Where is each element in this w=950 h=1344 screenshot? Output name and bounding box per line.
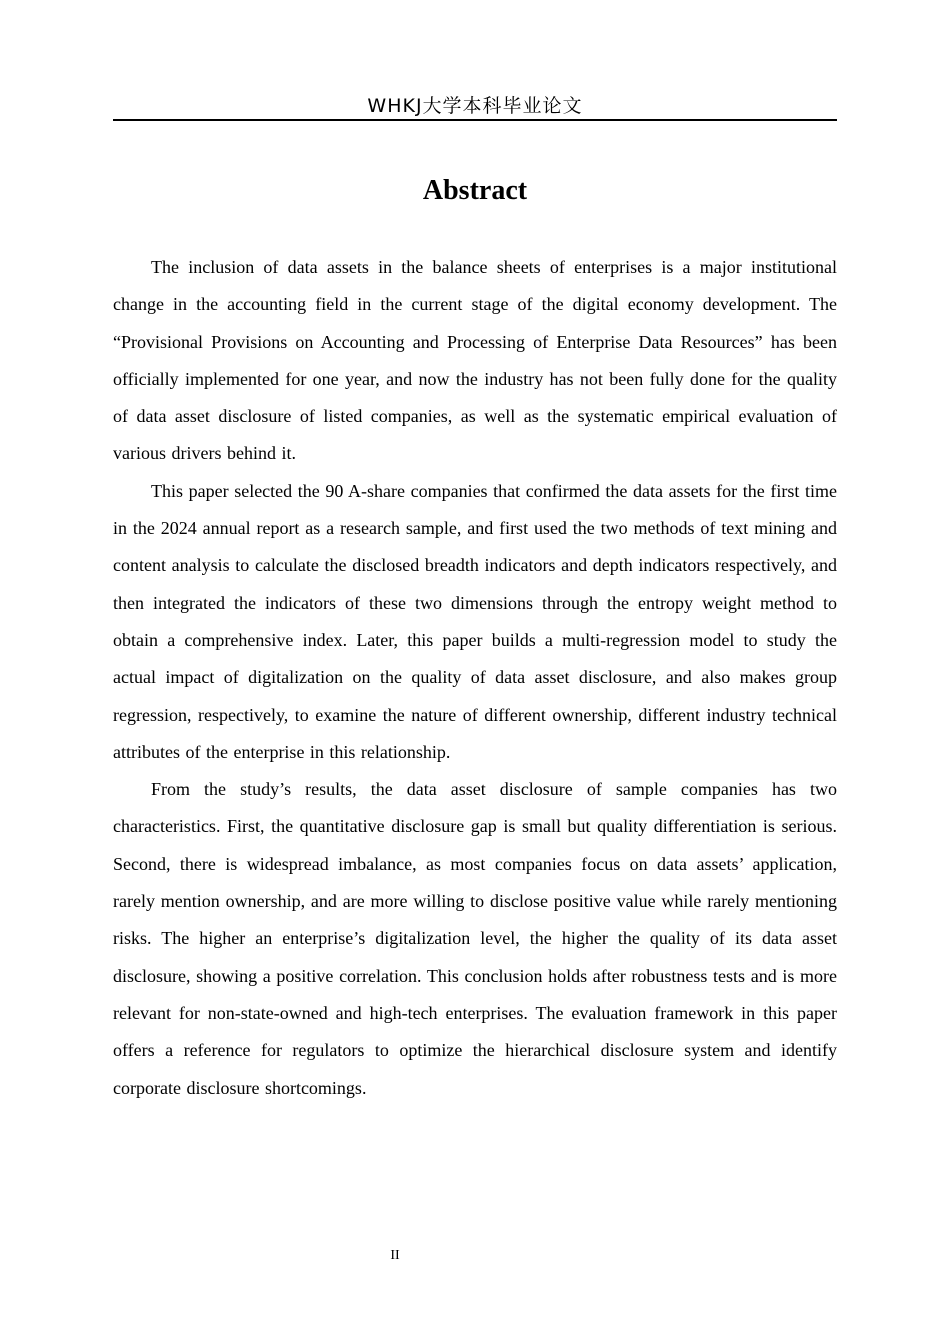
abstract-paragraph-1: The inclusion of data assets in the balance sheets of enterprises is a major institutional change in the accounting field in the current stage of the digital economy development. The “Provisional Provisions on Accounting and Processing of Enterprise Data Resources” has been officially implemented for one year, and now the industry has not been fully done for the quality of data asset disclosure of listed companies, as well as the systematic empirical evaluation of various drivers behind it. (113, 257, 837, 464)
page-number: II (390, 1248, 400, 1263)
abstract-paragraph-2: This paper selected the 90 A-share companies that confirmed the data assets for the first time in the 2024 annual report as a research sample, and first used the two methods of text mining and content analysis to calculate the disclosed breadth indicators and depth indicators respectively, and then integrated the indicators of these two dimensions through the entropy weight method to obtain a comprehensive index. Later, this paper builds a multi-regression model to study the actual impact of digitalization on the quality of data asset disclosure, and also makes group regression, respectively, to examine the nature of different ownership, different industry technical attributes of the enterprise in this relationship. (113, 480, 837, 762)
running-header: WHKJ大学本科毕业论文 (367, 95, 583, 117)
abstract-body (113, 249, 837, 1107)
abstract-paragraph-3: From the study’s results, the data asset disclosure of sample companies has two characteristics. First, the quantitative disclosure gap is small but quality differentiation is serious. Second, there is widespread imbalance, as most companies focus on data assets’ application, rarely mention ownership, and are more willing to disclose positive value while rarely mentioning risks. The higher an enterprise’s digitalization level, the higher the quality of its data asset disclosure, showing a positive correlation. This conclusion holds after robustness tests and is more relevant for non-state-owned and high-tech enterprises. The evaluation framework in this paper offers a reference for regulators to optimize the hierarchical disclosure system and identify corporate disclosure shortcomings. (113, 779, 837, 1098)
header-rule (113, 119, 837, 121)
abstract-title: Abstract (422, 175, 528, 206)
